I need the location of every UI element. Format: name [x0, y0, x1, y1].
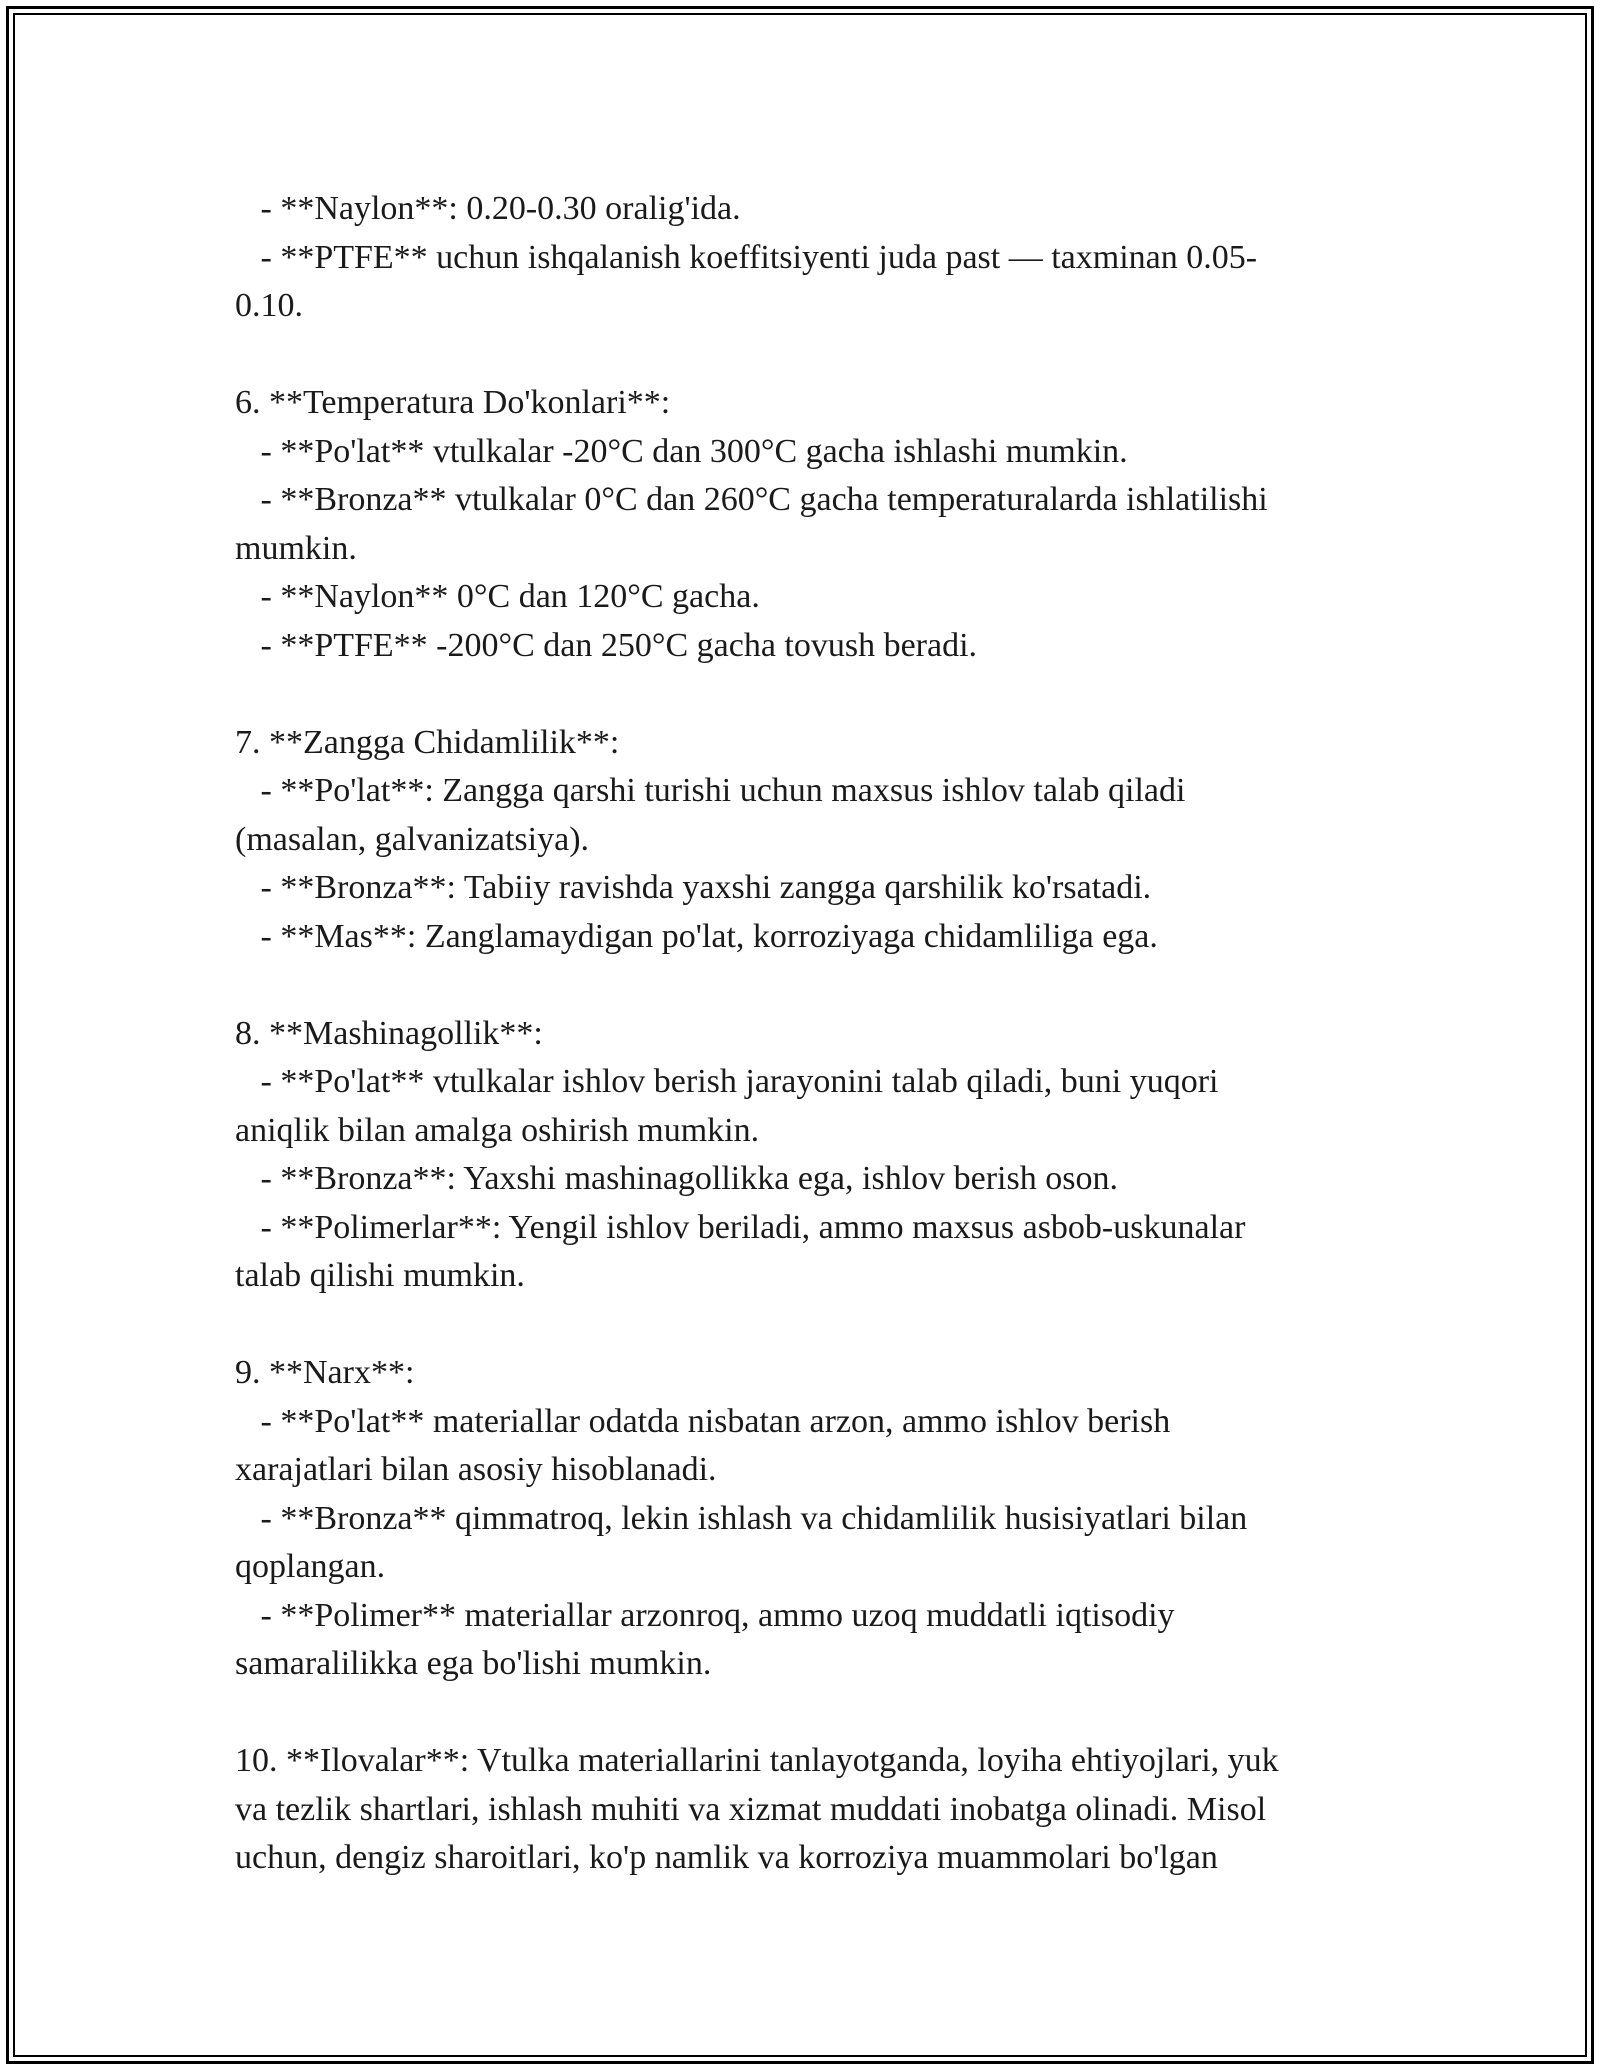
text-line: - **Bronza** qimmatroq, lekin ishlash va chidamlilik husisiyatlari bilan [235, 1499, 1248, 1537]
text-line: - **Bronza** vtulkalar 0°C dan 260°C gacha temperaturalarda ishlatilishi [235, 481, 1268, 518]
text-line: - **Po'lat**: Zangga qarshi turishi uchun maxsus ishlov talab qiladi [235, 772, 1186, 809]
section-heading: 7. **Zangga Chidamlilik**: [235, 723, 620, 761]
text-line: talab qilishi mumkin. [235, 1257, 525, 1294]
text-line: (masalan, galvanizatsiya). [235, 820, 590, 858]
text-line: qoplangan. [235, 1548, 386, 1585]
text-line: mumkin. [235, 529, 357, 567]
text-line: xarajatlari bilan asosiy hisoblanadi. [235, 1451, 717, 1488]
blank-line [235, 1301, 1375, 1350]
document-body [235, 185, 1375, 1883]
text-line: - **Po'lat** vtulkalar ishlov berish jarayonini talab qiladi, buni yuqori [235, 1063, 1219, 1100]
text-line: - **Bronza**: Yaxshi mashinagollikka ega, ishlov berish oson. [235, 1160, 1118, 1197]
section-heading: 10. **Ilovalar**: Vtulka materiallarini tanlayotganda, loyiha ehtiyojlari, yuk [235, 1742, 1279, 1779]
text-line: - **Po'lat** materiallar odatda nisbatan arzon, ammo ishlov berish [235, 1402, 1171, 1440]
text-line: - **PTFE** uchun ishqalanish koeffitsiyenti juda past — taxminan 0.05- [235, 238, 1258, 276]
text-line: - **Polimerlar**: Yengil ishlov beriladi, ammo maxsus asbob-uskunalar [235, 1208, 1246, 1246]
text-line: uchun, dengiz sharoitlari, ko'p namlik va korroziya muammolari bo'lgan [235, 1839, 1218, 1876]
text-line: va tezlik shartlari, ishlash muhiti va xizmat muddati inobatga olinadi. Misol [235, 1790, 1267, 1828]
section-heading: 6. **Temperatura Do'konlari**: [235, 384, 671, 421]
blank-line [235, 1689, 1375, 1738]
blank-line [235, 331, 1375, 380]
blank-line [235, 961, 1375, 1010]
section-heading: 9. **Narx**: [235, 1354, 415, 1391]
text-line: - **Bronza**: Tabiiy ravishda yaxshi zangga qarshilik ko'rsatadi. [235, 869, 1152, 906]
text-line: samaralilikka ega bo'lishi mumkin. [235, 1645, 712, 1682]
text-line: - **Naylon**: 0.20-0.30 oralig'ida. [235, 190, 741, 227]
blank-line [235, 670, 1375, 719]
text-line: - **Naylon** 0°C dan 120°C gacha. [235, 578, 760, 615]
text-line: - **Mas**: Zanglamaydigan po'lat, korroziyaga chidamliliga ega. [235, 917, 1158, 955]
text-line: - **Polimer** materiallar arzonroq, ammo uzoq muddatli iqtisodiy [235, 1596, 1175, 1634]
text-line: 0.10. [235, 287, 303, 324]
text-line: - **PTFE** -200°C dan 250°C gacha tovush beradi. [235, 626, 978, 664]
text-line: aniqlik bilan amalga oshirish mumkin. [235, 1111, 760, 1149]
section-heading: 8. **Mashinagollik**: [235, 1014, 543, 1052]
text-line: - **Po'lat** vtulkalar -20°C dan 300°C gacha ishlashi mumkin. [235, 432, 1128, 470]
